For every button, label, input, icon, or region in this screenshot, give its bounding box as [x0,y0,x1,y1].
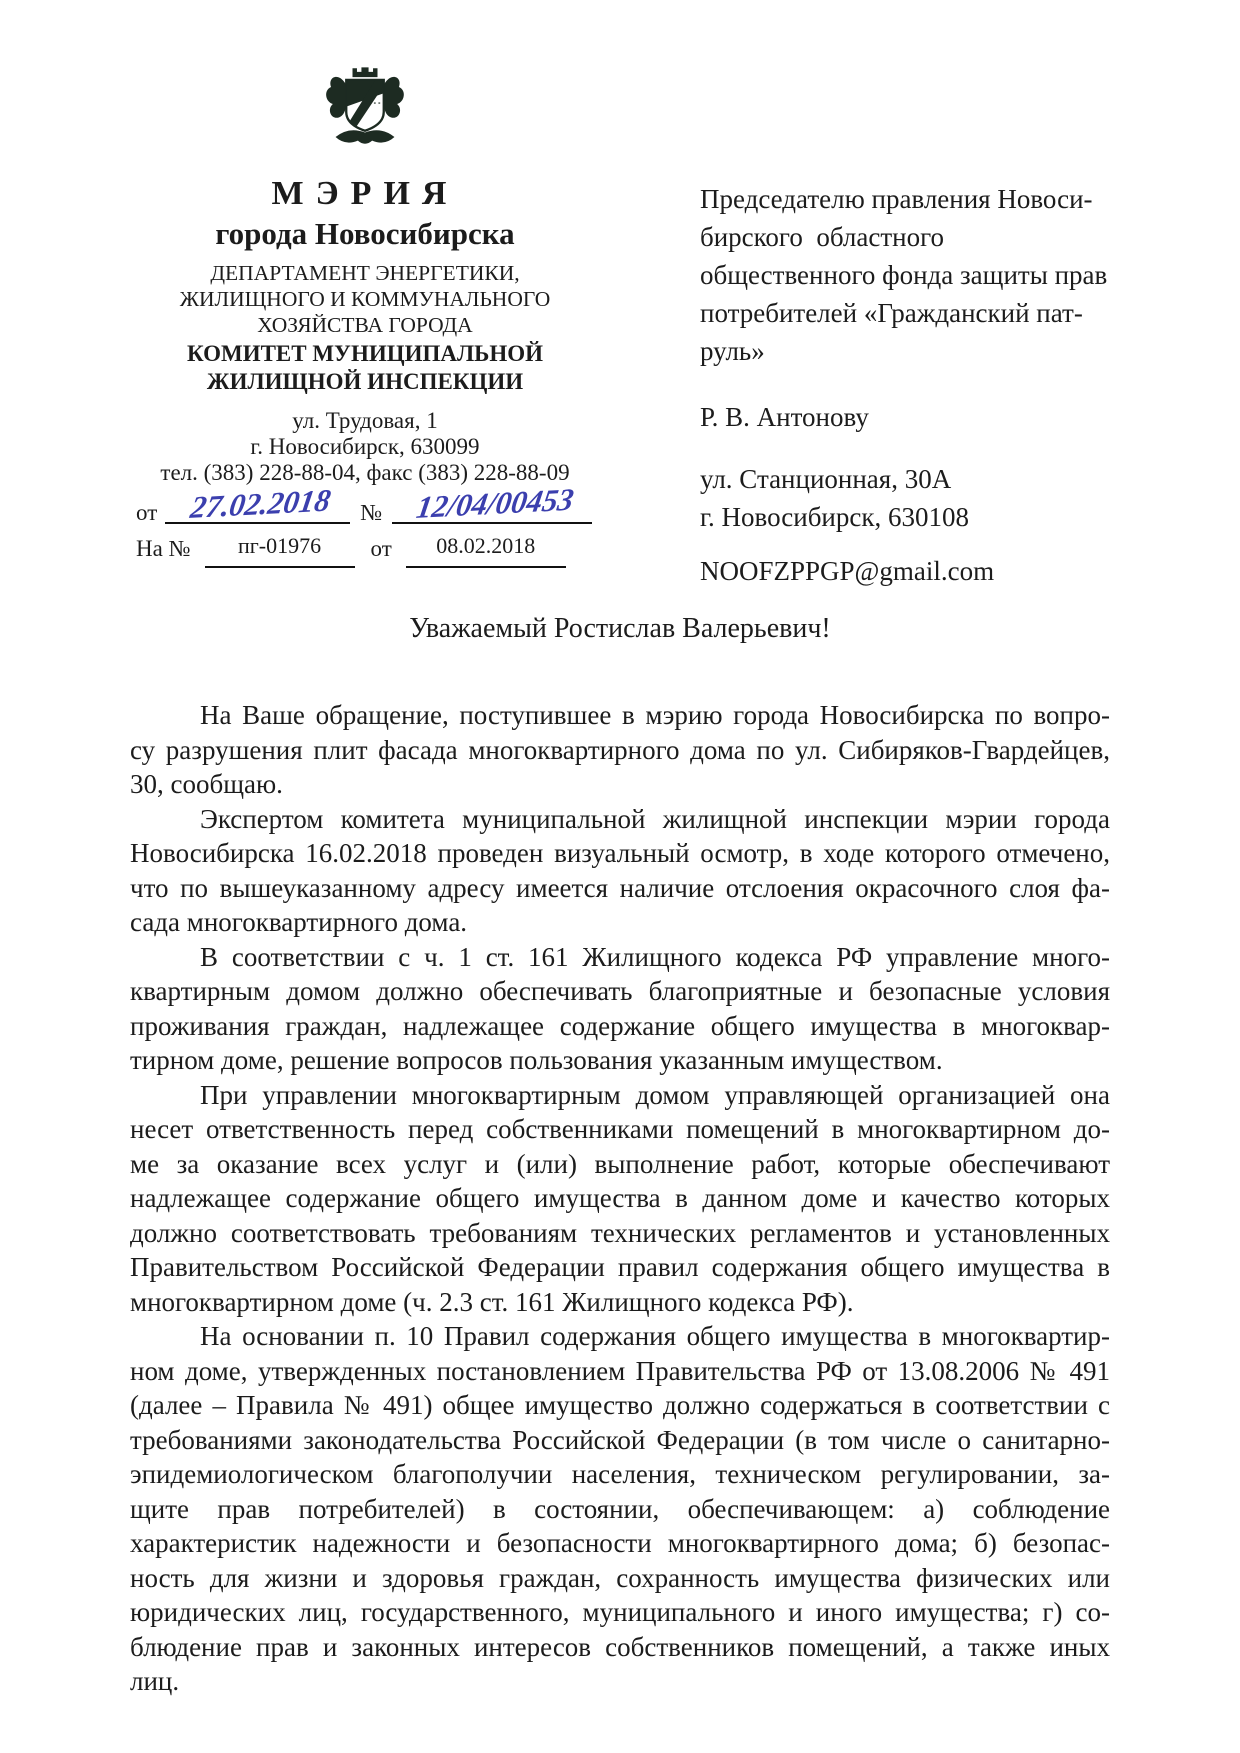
letterhead-column [130,62,600,582]
recipient-address-line: ул. Станционная, 30А [700,464,952,494]
department-line: ЖИЛИЩНОГО И КОММУНАЛЬНОГО [179,287,551,311]
recipient-title-line: Председателю правления Новоси- [700,184,1093,214]
body-line: эпидемиологическом благополучии населения, техническом регулировании, за- [130,1459,1110,1489]
incoming-reply-label: На № [136,536,191,561]
recipient-name: Р. В. Антонову [700,402,869,432]
org-title: МЭРИЯ [271,175,459,212]
outgoing-reference-row [130,481,600,526]
sender-address-block [130,408,600,486]
letter-header [130,62,1110,586]
salutation: Уважаемый Ростислав Валерьевич! [409,613,831,644]
recipient-title-line: бирского областного [700,222,944,252]
body-line: должно соответствовать требованиям технических регламентов и установленных [130,1217,1110,1248]
committee-line: ЖИЛИЩНОЙ ИНСПЕКЦИИ [206,369,524,394]
body-line: 30, сообщаю. [130,769,283,799]
outgoing-from-label: от [136,500,158,525]
body-line: В соответствии с ч. 1 ст. 161 Жилищного кодекса РФ управление много- [200,941,1110,972]
body-line: тирном доме, решение вопросов пользования указанным имуществом. [130,1045,943,1075]
committee-line: КОМИТЕТ МУНИЦИПАЛЬНОЙ [186,341,544,366]
body-line: характеристик надежности и безопасности многоквартирного дома; б) безопас- [130,1528,1110,1558]
department-line: ДЕПАРТАМЕНТ ЭНЕРГЕТИКИ, [210,261,520,285]
body-line: требованиями законодательства Российской Федерации (в том числе о санитарно- [130,1424,1110,1455]
body-line: юридических лиц, государственного, муниципального и иного имущества; г) со- [130,1597,1110,1627]
sender-address-line: ул. Трудовая, 1 [292,408,438,433]
recipient-title-line: потребителей «Гражданский пат- [700,298,1083,328]
recipient-email: NOOFZPPGP@gmail.com [700,556,995,586]
body-line: На основании п. 10 Правил содержания общего имущества в многоквартир- [200,1321,1110,1351]
header-column-gap [600,62,700,582]
body-line: щите прав потребителей) в состоянии, обеспечивающем: а) соблюдение [130,1493,1110,1524]
outgoing-number-field [392,481,592,525]
body-line: многоквартирном доме (ч. 2.3 ст. 161 Жилищного кодекса РФ). [130,1286,854,1317]
body-line: Новосибирска 16.02.2018 проведен визуальный осмотр, в ходе которого отмечено, [130,838,1110,868]
incoming-date-field [406,533,566,568]
body-line: лиц. [130,1666,180,1696]
outgoing-number-label: № [360,500,383,525]
body-line: ме за оказание всех услуг и (или) выполнение работ, которые обеспечивают [130,1148,1110,1179]
org-subtitle: города Новосибирска [215,216,515,251]
outgoing-date-field [165,482,350,525]
body-line: Экспертом комитета муниципальной жилищной инспекции мэрии города [200,803,1110,834]
committee-block [130,340,600,396]
recipient-address-line: г. Новосибирск, 630108 [700,502,969,532]
handwritten-number: 12/04/00453 [413,481,577,525]
recipient-title-line: руль» [700,336,765,366]
sender-address-line: г. Новосибирск, 630099 [250,434,480,459]
body-line: Правительством Российской Федерации правил содержания общего имущества в [130,1252,1110,1282]
sender-address-line: тел. (383) 228-88-04, факс (383) 228-88-09 [160,460,570,485]
letter-body [130,698,1110,1699]
department-line: ХОЗЯЙСТВА ГОРОДА [257,313,473,337]
body-line: На Ваше обращение, поступившее в мэрию города Новосибирска по вопро- [200,700,1110,730]
body-line: проживания граждан, надлежащее содержание общего имущества в многоквар- [130,1010,1110,1041]
incoming-reference-row [130,533,600,568]
novosibirsk-coat-of-arms-icon [320,62,410,162]
handwritten-date: 27.02.2018 [188,482,334,525]
body-line: су разрушения плит фасада многоквартирного дома по ул. Сибиряков-Гвардейцев, [130,734,1110,765]
body-line: надлежащее содержание общего имущества в данном доме и качество которых [130,1183,1110,1213]
body-line: сада многоквартирного дома. [130,907,468,937]
recipient-address-block [700,460,1110,536]
incoming-number-field [205,533,355,568]
recipient-column [700,62,1110,586]
body-line: блюдение прав и законных интересов собственников помещений, а также иных [130,1631,1110,1662]
body-line: При управлении многоквартирным домом управляющей организацией она [200,1079,1110,1110]
body-line: несет ответственность перед собственниками помещений в многоквартирном до- [130,1114,1110,1144]
body-line: что по вышеуказанному адресу имеется наличие отслоения окрасочного слоя фа- [130,872,1110,903]
body-line: ность для жизни и здоровья граждан, сохранность имущества физических или [130,1562,1110,1593]
incoming-number: пг-01976 [237,533,322,558]
body-line: квартирным домом должно обеспечивать благоприятные и безопасные условия [130,976,1110,1006]
incoming-date: 08.02.2018 [436,533,536,558]
incoming-from-label: от [370,536,392,561]
department-block [130,260,600,338]
recipient-title-line: общественного фонда защиты прав [700,260,1108,290]
body-line: (далее – Правила № 491) общее имущество должно содержаться в соответствии с [130,1390,1110,1420]
body-line: ном доме, утвержденных постановлением Правительства РФ от 13.08.2006 № 491 [130,1355,1110,1386]
